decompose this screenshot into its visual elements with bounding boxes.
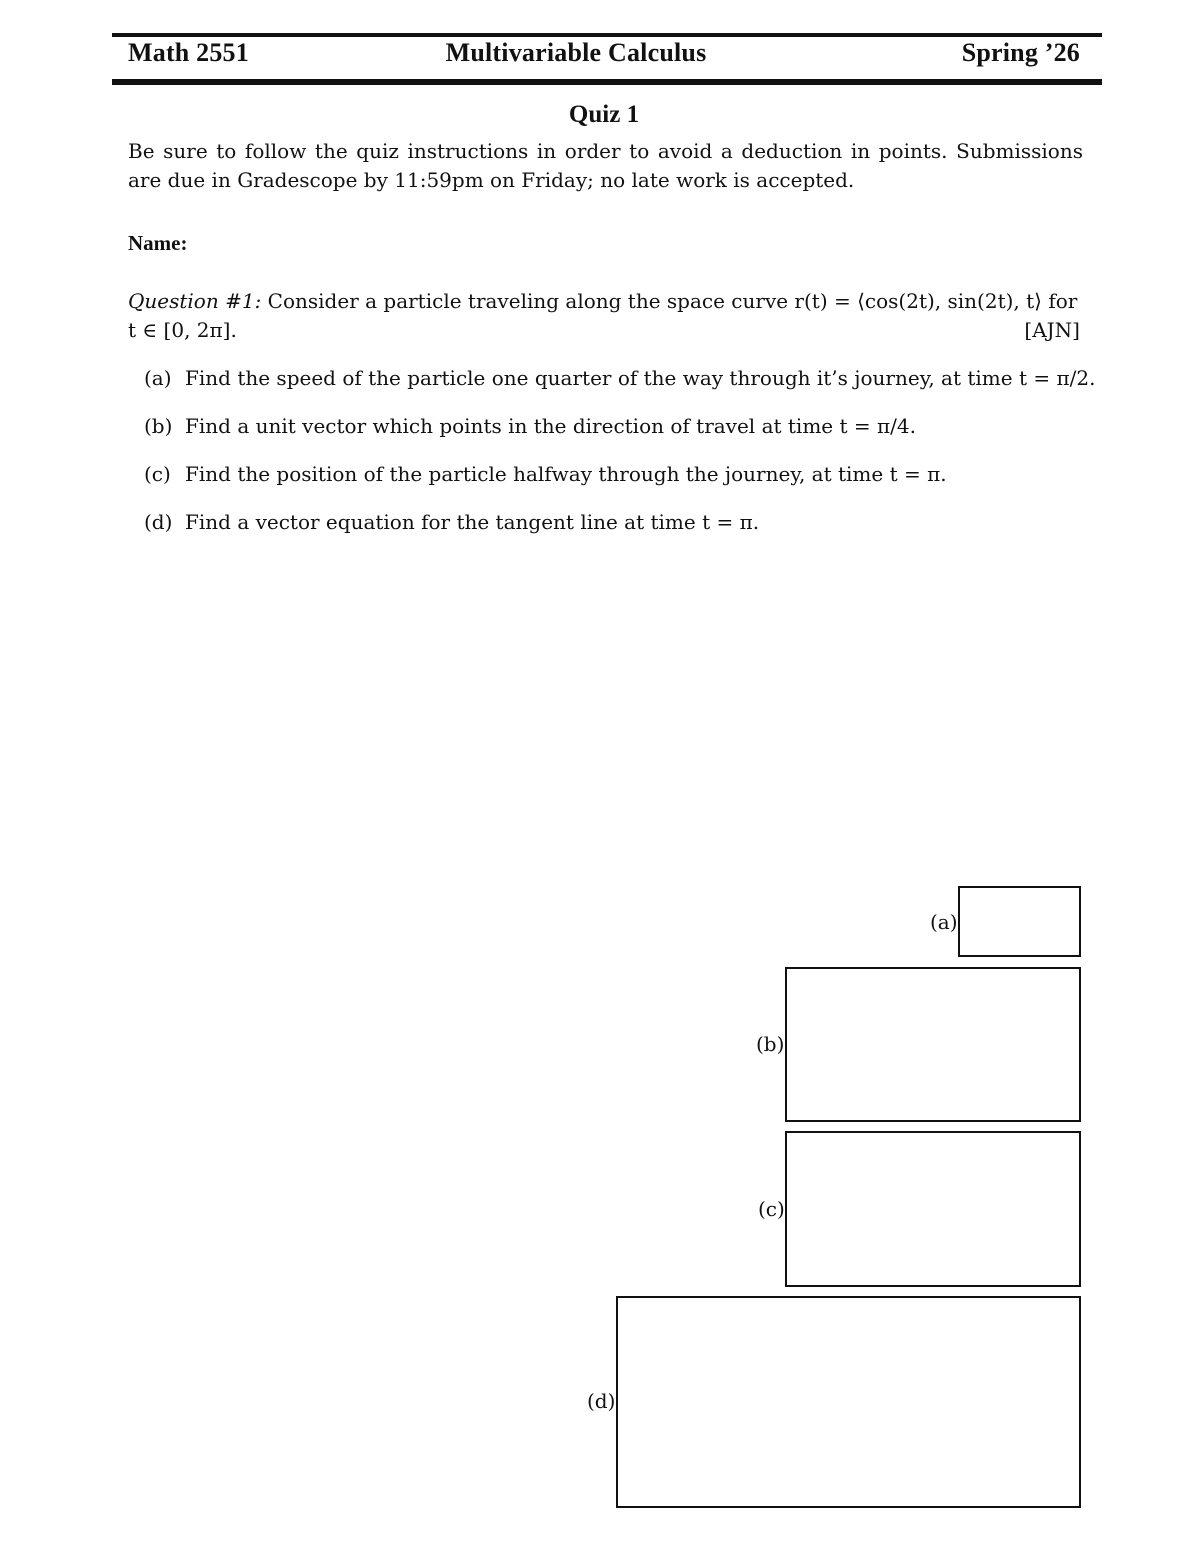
part-letter: (d) [144, 510, 173, 534]
answer-box-c[interactable] [785, 1131, 1081, 1287]
part-letter: (c) [144, 462, 171, 486]
answer-box-label-c: (c) [758, 1197, 785, 1221]
header-bottom-rule [112, 79, 1102, 85]
question-text-line1: Consider a particle traveling along the space curve r(t) = ⟨cos(2t), sin(2t), t⟩ for [267, 289, 1078, 313]
answer-box-label-a: (a) [930, 910, 958, 934]
part-letter: (b) [144, 414, 173, 438]
part-letter: (a) [144, 366, 172, 390]
part-text: Find the speed of the particle one quarter of the way through it’s journey, at time t = π/2. [185, 366, 1096, 390]
question-part-a [144, 364, 1095, 392]
part-text: Find the position of the particle halfway through the journey, at time t = π. [185, 462, 947, 486]
part-text: Find a unit vector which points in the direction of travel at time t = π/4. [185, 414, 916, 438]
question-statement-line1 [128, 287, 1080, 316]
answer-box-d[interactable] [616, 1296, 1081, 1508]
instructions-paragraph: Be sure to follow the quiz instructions in order to avoid a deduction in points. Submissions are due in Gradescope by 11:59pm on Friday; no late work is accepted. [128, 139, 1083, 192]
answer-box-label-b: (b) [756, 1032, 785, 1056]
question-source-tag: [AJN] [1024, 318, 1080, 342]
term-label: Spring ’26 [961, 38, 1080, 67]
answer-box-label-d: (d) [587, 1389, 616, 1413]
question-text-line2: t ∈ [0, 2π]. [128, 318, 237, 342]
answer-box-a[interactable] [958, 886, 1081, 957]
course-number: Math 2551 [128, 38, 249, 67]
quiz-title: Quiz 1 [568, 101, 640, 128]
question-part-c [144, 460, 947, 488]
part-text: Find a vector equation for the tangent line at time t = π. [185, 510, 760, 534]
question-part-b [144, 412, 916, 440]
header-top-rule [112, 33, 1102, 37]
course-title: Multivariable Calculus [445, 38, 707, 67]
question-statement-line2 [128, 316, 1080, 345]
question-part-d [144, 508, 759, 536]
question-label: Question #1: [128, 289, 262, 313]
name-label: Name: [128, 231, 188, 255]
answer-box-b[interactable] [785, 967, 1081, 1122]
